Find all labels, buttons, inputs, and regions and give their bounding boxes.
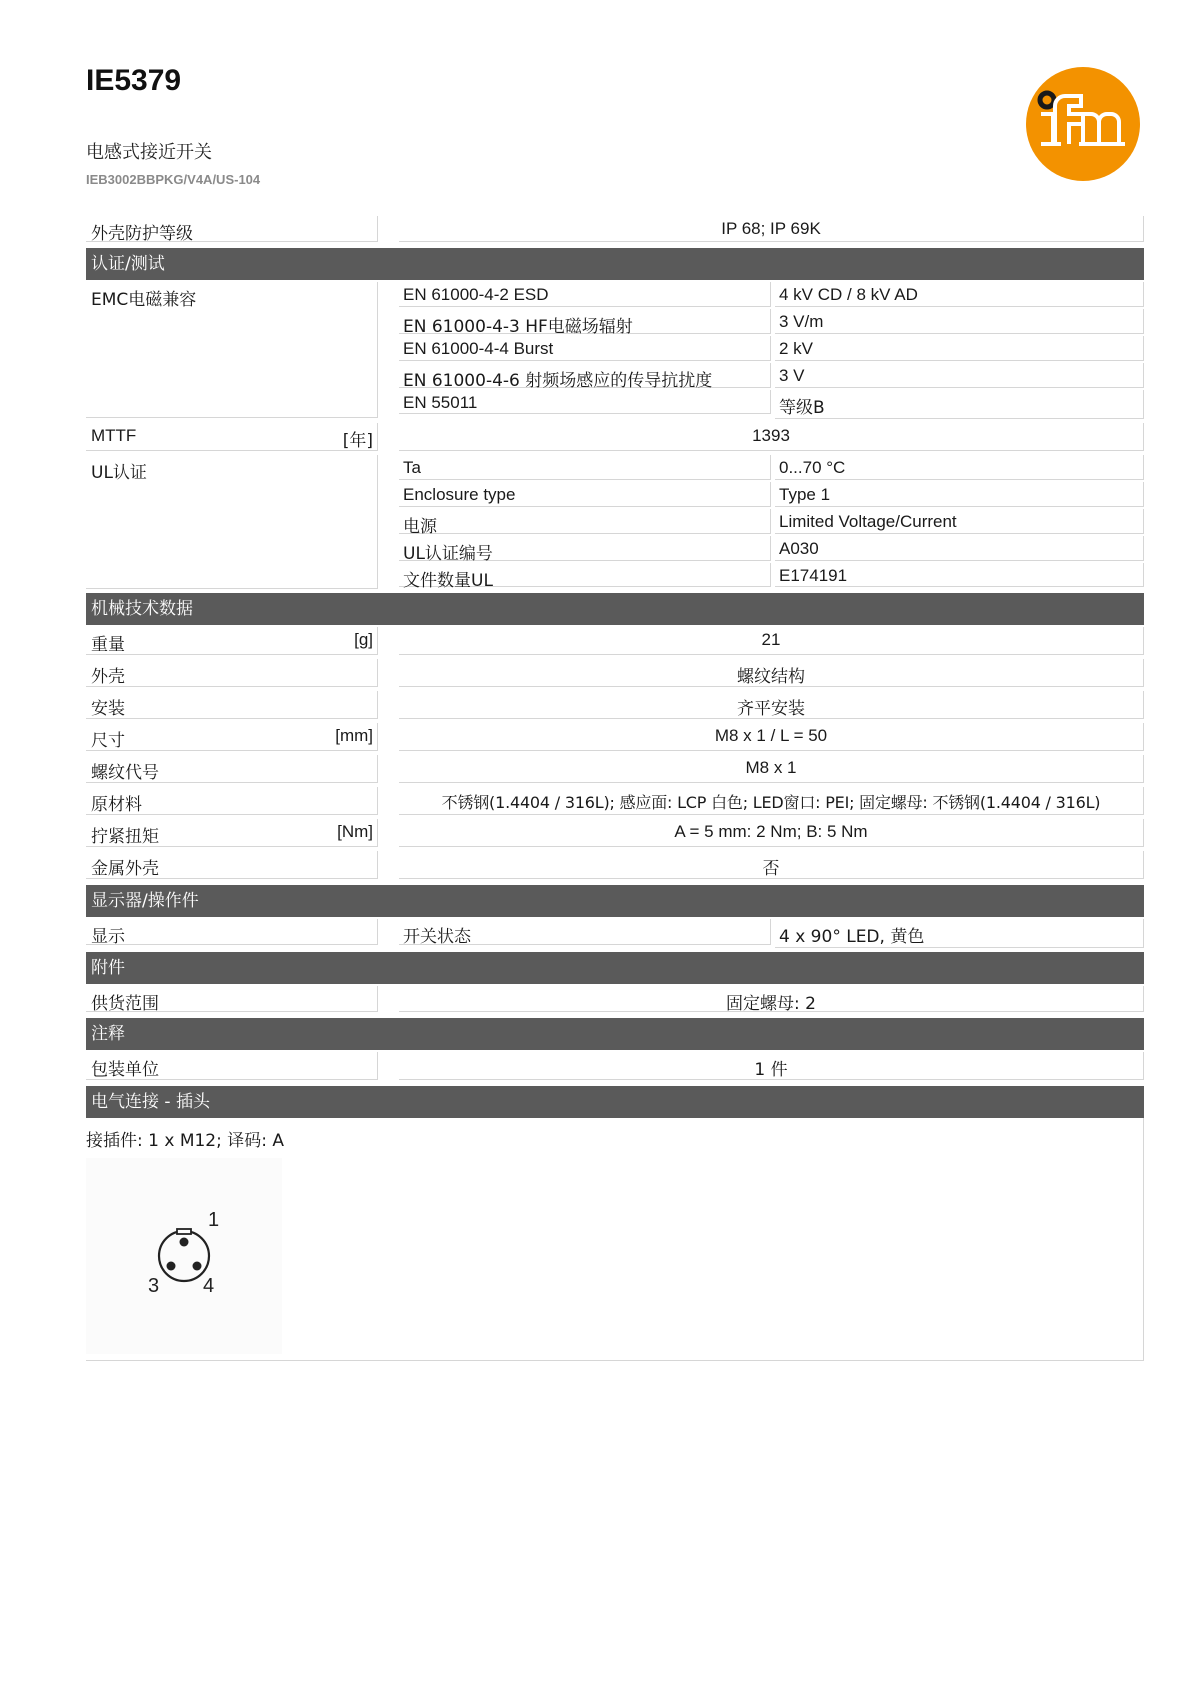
- emc-item: [399, 282, 1144, 307]
- mech-value: A = 5 mm: 2 Nm; B: 5 Nm: [399, 819, 1144, 847]
- ul-item-value: E174191: [775, 563, 1144, 587]
- emc-item-value: 2 kV: [775, 336, 1144, 361]
- mech-value: 否: [399, 851, 1144, 879]
- section-mechanical: 机械技术数据: [86, 593, 1144, 625]
- emc-label: [86, 282, 378, 418]
- product-title: IE5379: [86, 64, 182, 97]
- enclosure-row: [86, 216, 1144, 244]
- mech-label-text: 金属外壳: [91, 859, 159, 879]
- ul-item-key: Enclosure type: [399, 482, 771, 507]
- emc-item: [399, 363, 1144, 391]
- mech-value: M8 x 1: [399, 755, 1144, 783]
- emc-item-key: EN 61000-4-3 HF电磁场辐射: [399, 309, 771, 334]
- ifm-logo: [1025, 66, 1141, 182]
- pin-1-label: 1: [208, 1209, 220, 1231]
- display-row: [86, 919, 1144, 948]
- ul-item: [399, 455, 1144, 480]
- mech-unit: [mm]: [335, 726, 373, 745]
- emc-item-value: 3 V: [775, 363, 1144, 388]
- mech-label: [86, 627, 378, 655]
- pinout-diagram: [86, 1158, 282, 1354]
- mech-row: [86, 851, 1144, 881]
- ul-item-key: UL认证编号: [399, 536, 771, 561]
- mech-label-text: 拧紧扭矩: [91, 827, 159, 847]
- mech-value: 螺纹结构: [399, 659, 1144, 687]
- supply-label: [86, 986, 378, 1012]
- order-code: IEB3002BBPKG/V4A/US-104: [86, 172, 261, 187]
- emc-item: [399, 390, 1144, 419]
- packing-value: 1 件: [399, 1052, 1144, 1080]
- pin-4-label: 4: [203, 1275, 215, 1297]
- supply-row: [86, 986, 1144, 1014]
- display-item-key: 开关状态: [399, 919, 771, 945]
- supply-value: 固定螺母: 2: [399, 986, 1144, 1012]
- mech-label-text: 重量: [91, 635, 125, 655]
- ul-label: [86, 455, 378, 589]
- mech-value: M8 x 1 / L = 50: [399, 723, 1144, 751]
- mech-label: [86, 691, 378, 719]
- mech-value: 21: [399, 627, 1144, 655]
- ul-item-value: 0...70 °C: [775, 455, 1144, 480]
- connector-pinout-svg: [86, 1158, 282, 1354]
- mech-label: [86, 787, 378, 815]
- enclosure-value: IP 68; IP 69K: [399, 216, 1144, 242]
- packing-label-text: 包装单位: [91, 1060, 159, 1080]
- pin-4: [193, 1262, 202, 1271]
- mech-label-text: 外壳: [91, 667, 125, 687]
- emc-item: [399, 309, 1144, 337]
- pin-3-label: 3: [148, 1275, 160, 1297]
- emc-item-value: 3 V/m: [775, 309, 1144, 334]
- section-connection: 电气连接 - 插头: [86, 1086, 1144, 1118]
- ul-item: [399, 482, 1144, 507]
- ul-item-value: Type 1: [775, 482, 1144, 507]
- mech-value: 齐平安装: [399, 691, 1144, 719]
- mech-row: [86, 723, 1144, 753]
- section-notes: 注释: [86, 1018, 1144, 1050]
- mech-value: 不锈钢(1.4404 / 316L); 感应面: LCP 白色; LED窗口: PEI; 固定螺母: 不锈钢(1.4404 / 316L): [399, 787, 1144, 815]
- mttf-row: [86, 423, 1144, 453]
- pin-1: [180, 1238, 189, 1247]
- mech-row: [86, 659, 1144, 689]
- emc-item-key: EN 61000-4-6 射频场感应的传导抗扰度: [399, 363, 771, 388]
- mech-label-text: 安装: [91, 699, 125, 719]
- mech-label: [86, 755, 378, 783]
- mech-row: [86, 755, 1144, 785]
- mech-label-text: 尺寸: [91, 731, 125, 751]
- mech-label-text: 螺纹代号: [91, 763, 159, 783]
- datasheet: [86, 216, 1144, 1361]
- mttf-label-text: MTTF: [91, 426, 137, 445]
- ul-item-value: A030: [775, 536, 1144, 561]
- emc-row: [86, 282, 1144, 421]
- display-item: [399, 919, 1144, 948]
- packing-label: [86, 1052, 378, 1080]
- packing-row: [86, 1052, 1144, 1082]
- ul-item-value: Limited Voltage/Current: [775, 509, 1144, 534]
- emc-label-text: EMC电磁兼容: [91, 290, 197, 310]
- mttf-label: [86, 423, 378, 451]
- emc-item-key: EN 55011: [399, 390, 771, 414]
- product-subtitle: 电感式接近开关: [86, 142, 212, 163]
- emc-item-key: EN 61000-4-4 Burst: [399, 336, 771, 361]
- mttf-unit: [年]: [342, 431, 373, 451]
- section-accessories: 附件: [86, 952, 1144, 984]
- emc-item-key: EN 61000-4-2 ESD: [399, 282, 771, 307]
- connector-text: 接插件: 1 x M12; 译码: A: [86, 1131, 285, 1151]
- ul-item-key: 电源: [399, 509, 771, 534]
- display-label-text: 显示: [91, 927, 125, 947]
- mech-label: [86, 819, 378, 847]
- ul-row: [86, 455, 1144, 589]
- mech-row: [86, 691, 1144, 721]
- emc-item: [399, 336, 1144, 361]
- enclosure-label: [86, 216, 378, 242]
- mech-unit: [Nm]: [337, 822, 373, 841]
- display-label: [86, 919, 378, 945]
- section-display: 显示器/操作件: [86, 885, 1144, 917]
- pin-3: [167, 1262, 176, 1271]
- connection-box: [86, 1118, 1144, 1361]
- mech-label: [86, 851, 378, 879]
- mech-label: [86, 659, 378, 687]
- mttf-value: 1393: [399, 423, 1144, 451]
- emc-item-value: 4 kV CD / 8 kV AD: [775, 282, 1144, 307]
- ul-item: [399, 536, 1144, 564]
- emc-item-value: 等级B: [775, 390, 1144, 419]
- mech-row: [86, 627, 1144, 657]
- display-item-value: 4 x 90° LED, 黄色: [775, 919, 1144, 948]
- mech-row: [86, 819, 1144, 849]
- ul-label-text: UL认证: [91, 463, 147, 483]
- mech-label: [86, 723, 378, 751]
- enclosure-label-text: 外壳防护等级: [91, 224, 193, 244]
- mech-label-text: 原材料: [91, 795, 142, 815]
- ul-item-key: Ta: [399, 455, 771, 480]
- ul-item: [399, 509, 1144, 537]
- supply-label-text: 供货范围: [91, 994, 159, 1014]
- ul-item-key: 文件数量UL: [399, 563, 771, 587]
- mech-row: [86, 787, 1144, 817]
- section-cert: 认证/测试: [86, 248, 1144, 280]
- ul-item: [399, 563, 1144, 591]
- mech-unit: [g]: [354, 630, 373, 649]
